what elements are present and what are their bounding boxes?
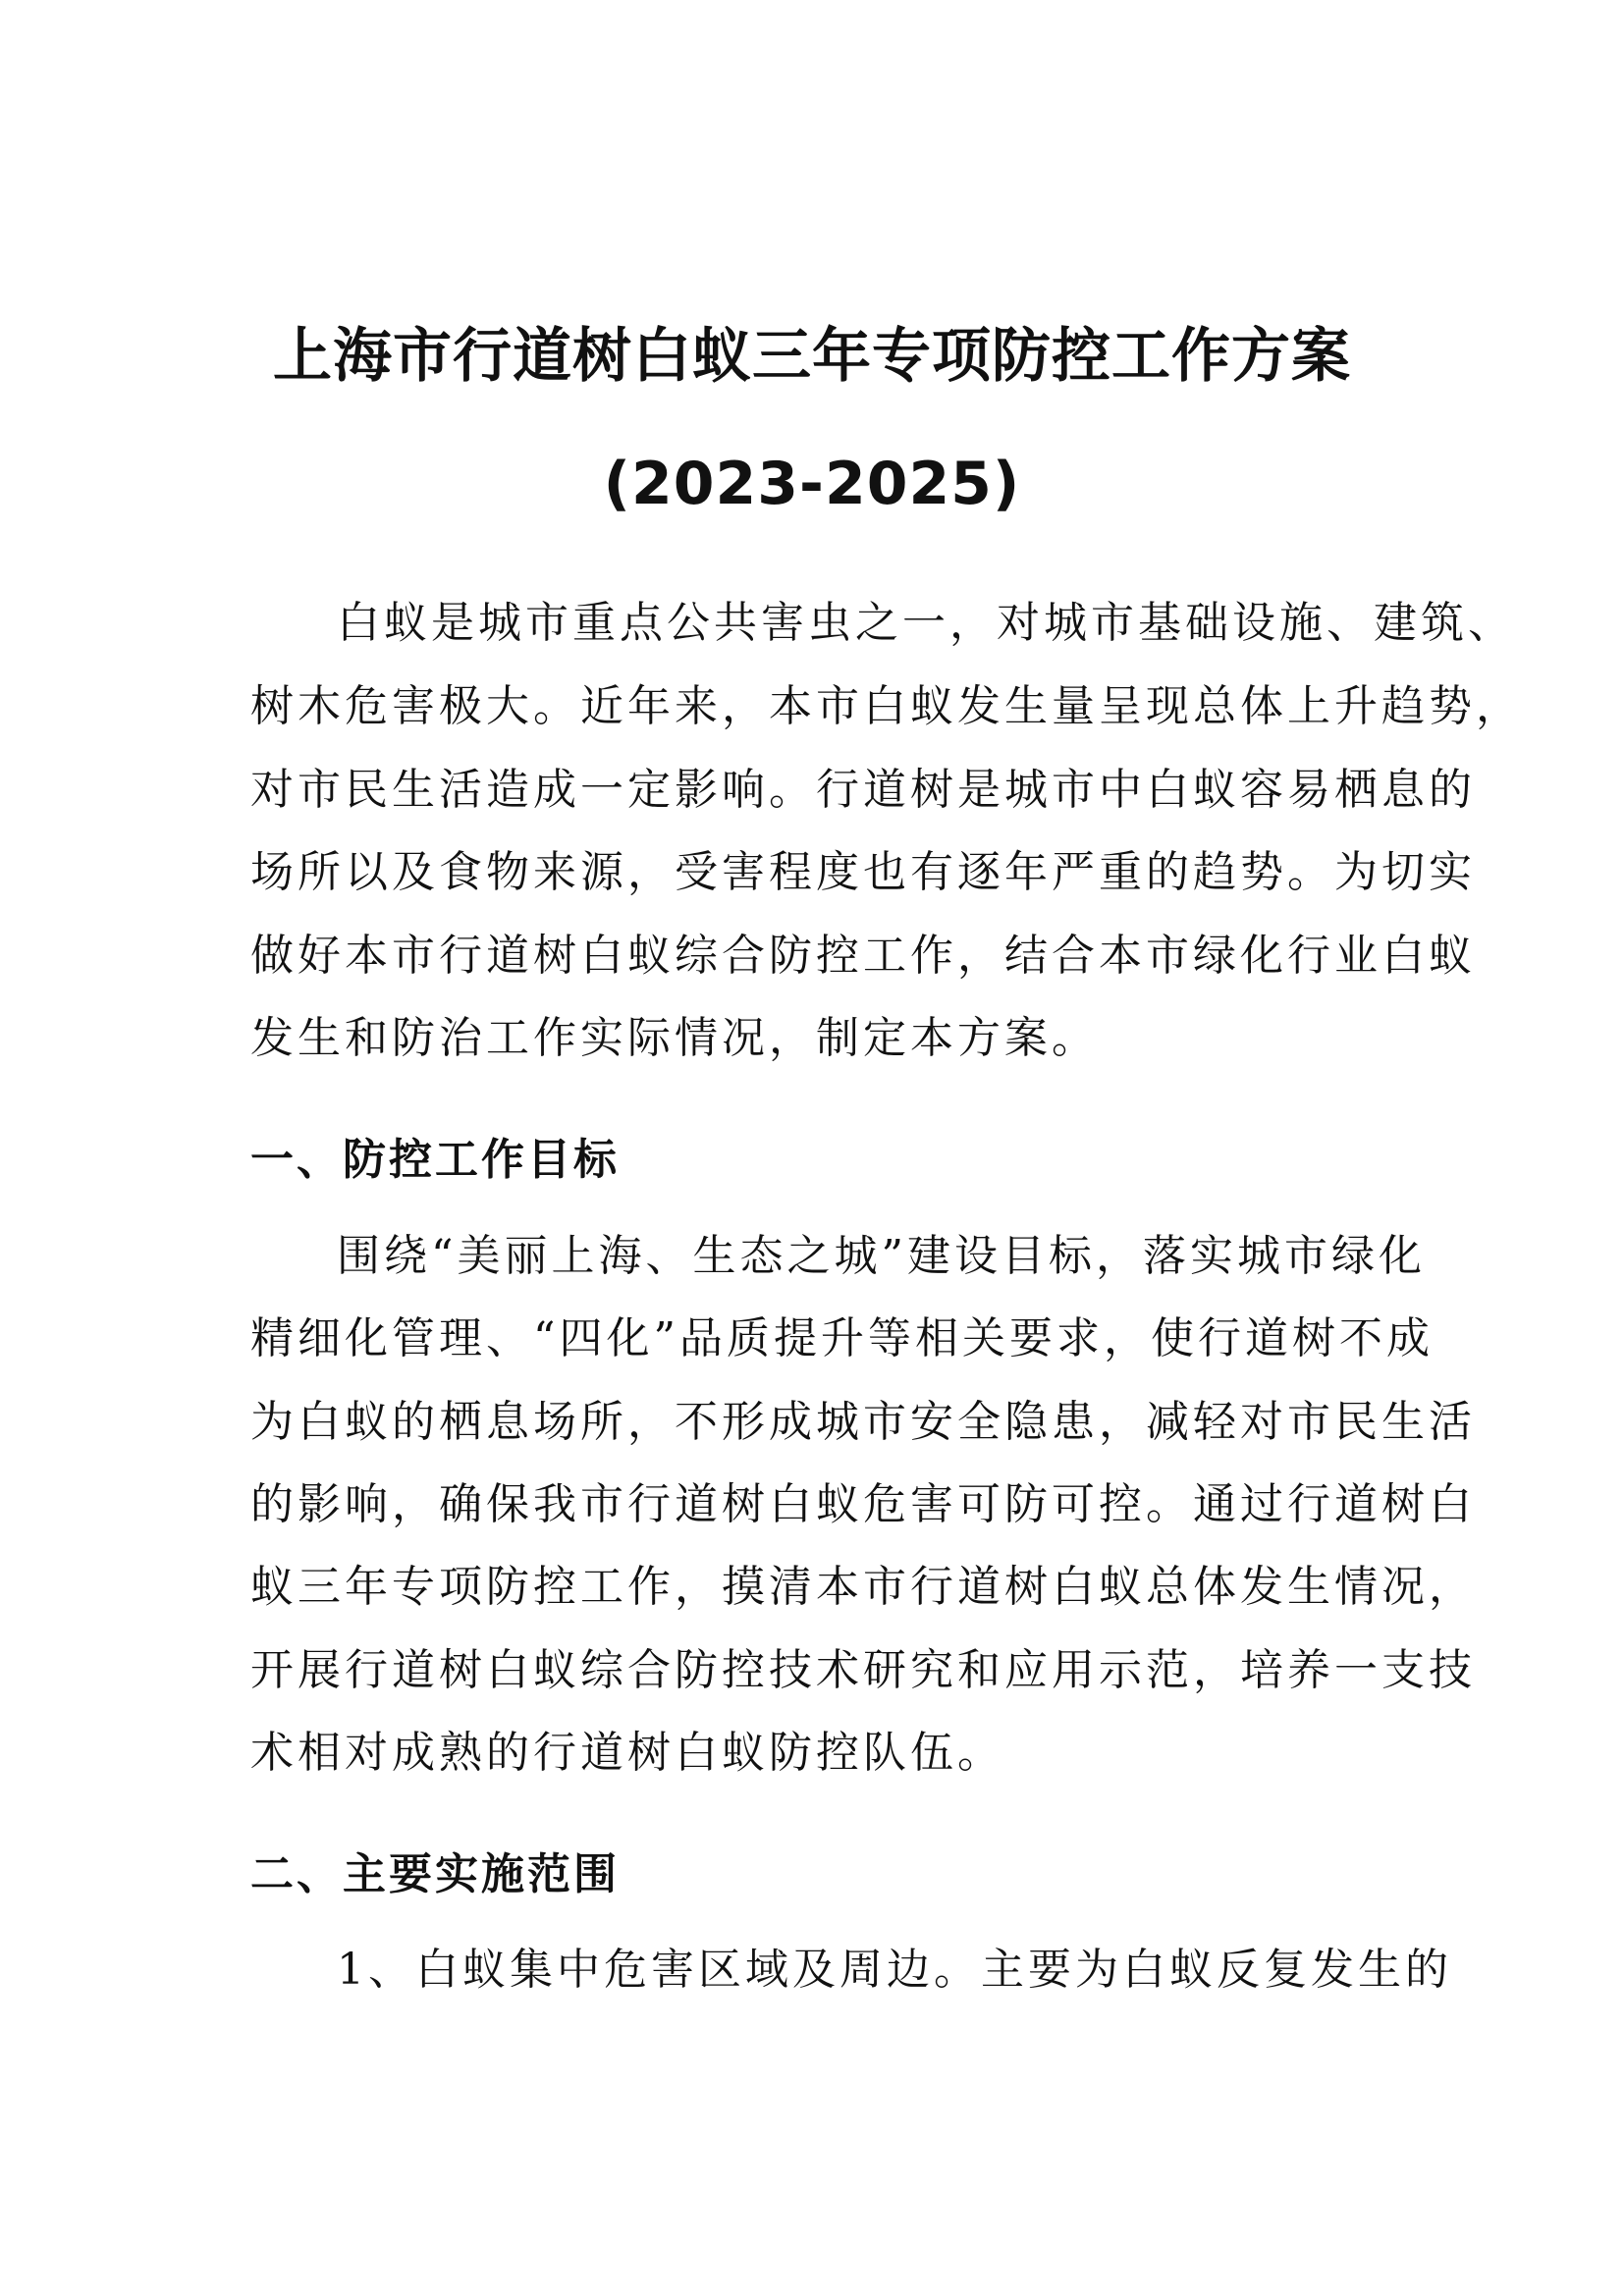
intro-line: 对市民生活造成一定影响。行道树是城市中白蚁容易栖息的 [250,765,1476,815]
document-title: 上海市行道树白蚁三年专项防控工作方案 [273,322,1351,391]
intro-line: 做好本市行道树白蚁综合防控工作，结合本市绿化行业白蚁 [250,931,1476,981]
intro-line: 白蚁是城市重点公共害虫之一，对城市基础设施、建筑、 [337,598,1515,648]
section1-line: 为白蚁的栖息场所，不形成城市安全隐患，减轻对市民生活 [250,1397,1476,1447]
section1-line: 精细化管理、“四化”品质提升等相关要求，使行道树不成 [250,1313,1434,1363]
document-title-years: (2023-2025) [603,450,1021,518]
section1-line: 的影响，确保我市行道树白蚁危害可防可控。通过行道树白 [250,1479,1476,1529]
section1-line: 术相对成熟的行道树白蚁防控队伍。 [250,1728,1004,1778]
intro-line: 树木危害极大。近年来，本市白蚁发生量呈现总体上升趋势， [250,681,1523,731]
section1-line: 开展行道树白蚁综合防控技术研究和应用示范，培养一支技 [250,1645,1476,1695]
section-heading-goals: 一、防控工作目标 [250,1135,620,1185]
section1-line: 围绕“美丽上海、生态之城”建设目标，落实城市绿化 [337,1231,1426,1281]
intro-line: 场所以及食物来源，受害程度也有逐年严重的趋势。为切实 [250,847,1476,897]
section1-line: 蚁三年专项防控工作，摸清本市行道树白蚁总体发生情况， [250,1562,1476,1612]
section-heading-scope: 二、主要实施范围 [250,1849,620,1899]
section2-line: 1、白蚁集中危害区域及周边。主要为白蚁反复发生的 [337,1945,1452,1995]
intro-line: 发生和防治工作实际情况，制定本方案。 [250,1013,1099,1063]
